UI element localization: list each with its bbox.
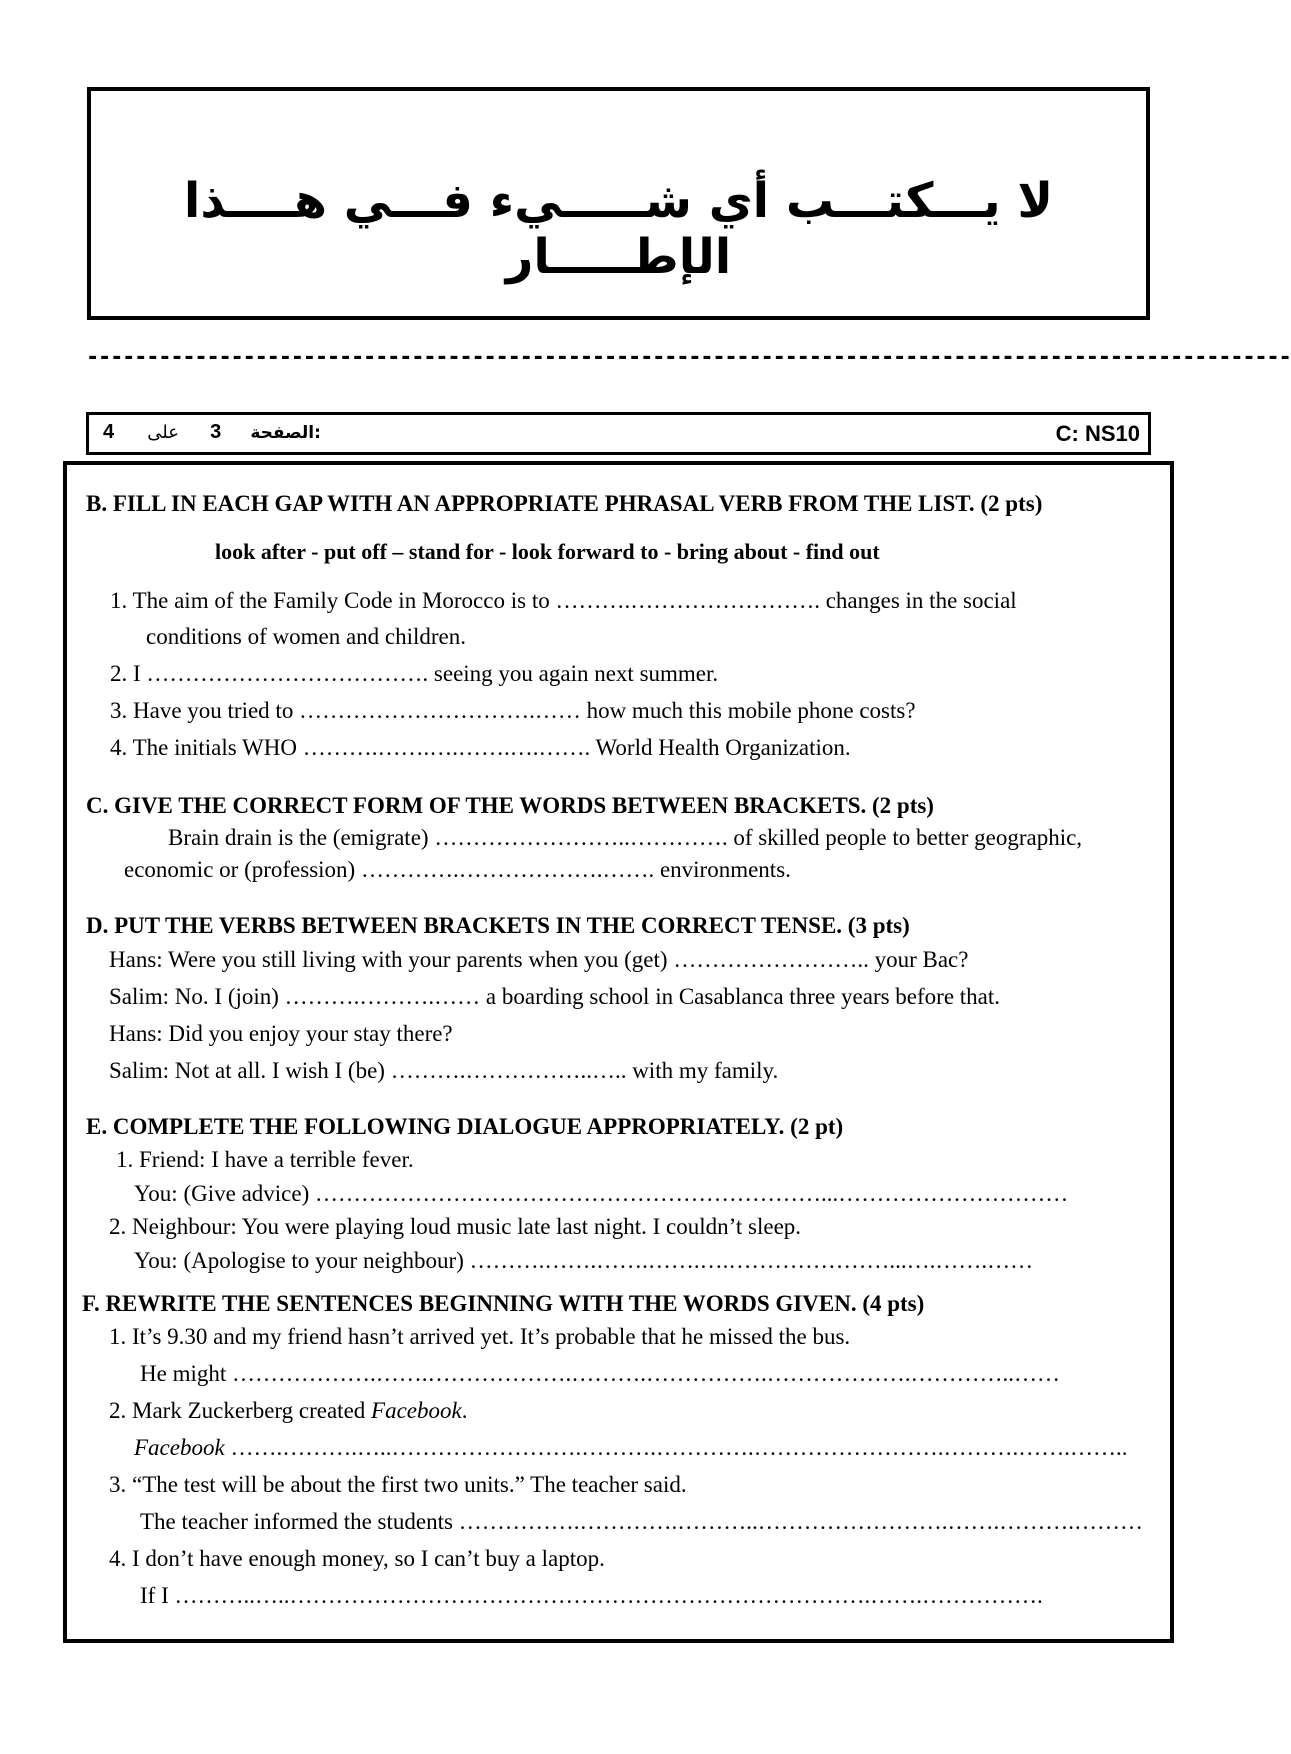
section-f-item-3-answer-line — [140, 1508, 1143, 1536]
section-b-item-1-cont: conditions of women and children. — [146, 624, 467, 649]
of-label: على — [147, 422, 179, 443]
prompt-italic: Facebook — [371, 1398, 462, 1423]
section-e-title: E. COMPLETE THE FOLLOWING DIALOGUE APPROPRIATELY. (2 pt) — [86, 1114, 844, 1139]
exam-code: C: NS10 — [1055, 421, 1140, 446]
total-pages: 4 — [103, 421, 115, 443]
answer-dots: …….……….…..…………………….……….………….…………………….……….…….…….. — [230, 1435, 1128, 1460]
section-d-line-2: Salim: No. I (join) ……….……….…… a boarding school in Casablanca three years before that. — [109, 984, 1001, 1009]
section-e-line-2: You: (Give advice) …………………………………………………………...………………………… — [134, 1181, 1069, 1206]
answer-start: The teacher informed the students — [140, 1509, 453, 1534]
answer-start: He might — [140, 1361, 227, 1386]
section-d-line-4: Salim: Not at all. I wish I (be) ……….……………..….. with my family. — [109, 1058, 779, 1083]
prompt-end: . — [461, 1398, 468, 1423]
section-d-line-1: Hans: Were you still living with your parents when you (get) …………………….. your Bac? — [109, 947, 969, 972]
section-d-line-3: Hans: Did you enjoy your stay there? — [109, 1021, 453, 1046]
section-b-item-2: 2. I ………………………………. seeing you again next summer. — [110, 661, 719, 686]
section-b-title: B. FILL IN EACH GAP WITH AN APPROPRIATE PHRASAL VERB FROM THE LIST. (2 pts) — [86, 491, 1043, 516]
answer-dots: …………….………….………..…………………….…….……….……… — [458, 1509, 1143, 1534]
section-f-item-1-answer-line — [140, 1360, 1060, 1388]
section-b-item-1: 1. The aim of the Family Code in Morocco is to ……….……………………. changes in the social — [110, 588, 1017, 613]
arabic-notice: لا يـــكتـــب أي شـــــيء فـــي هــــذا الإطـــــار — [183, 173, 1054, 285]
page-label: الصفحة: — [250, 423, 321, 443]
no-write-box — [87, 87, 1150, 320]
section-c-line-1: Brain drain is the (emigrate) ……………………..…………. of skilled people to better geographic, — [168, 825, 1083, 850]
section-e-line-4: You: (Apologise to your neighbour) ……….…….…….…….….…………………...….…….…… — [134, 1248, 1034, 1273]
section-c-line-2: economic or (profession) ………….……………….……. environments. — [124, 857, 791, 882]
page-indicator — [103, 421, 321, 444]
answer-start: If I — [140, 1583, 169, 1608]
cut-separator: ---------------------------------------------------------------------------------------------------- — [86, 345, 1291, 370]
answer-dots: ………..…..………………………………………………………………….…….……………. — [174, 1583, 1043, 1608]
section-c-title: C. GIVE THE CORRECT FORM OF THE WORDS BETWEEN BRACKETS. (2 pts) — [86, 793, 934, 818]
section-f-item-2-answer-line — [134, 1434, 1127, 1462]
answer-start: Facebook — [134, 1435, 225, 1460]
prompt-text: 2. Mark Zuckerberg created — [109, 1398, 372, 1423]
page-header-bar — [86, 412, 1151, 455]
section-f-item-1-prompt: 1. It’s 9.30 and my friend hasn’t arrived yet. It’s probable that he missed the bus. — [109, 1324, 851, 1349]
section-f-item-4-prompt: 4. I don’t have enough money, so I can’t buy a laptop. — [109, 1546, 605, 1571]
section-b-word-list: look after - put off – stand for - look forward to - bring about - find out — [215, 539, 880, 564]
section-e-line-3: 2. Neighbour: You were playing loud music late last night. I couldn’t sleep. — [109, 1214, 802, 1239]
section-f-title: F. REWRITE THE SENTENCES BEGINNING WITH THE WORDS GIVEN. (4 pts) — [82, 1291, 925, 1316]
section-d-title: D. PUT THE VERBS BETWEEN BRACKETS IN THE CORRECT TENSE. (3 pts) — [86, 913, 910, 938]
answer-dots: ……………….…….……………….……….…………….……………….…………..…… — [232, 1361, 1060, 1386]
section-f-item-4-answer-line — [140, 1582, 1043, 1610]
section-b-item-3: 3. Have you tried to ………………………….…… how much this mobile phone costs? — [110, 698, 916, 723]
section-f-item-3-prompt: 3. “The test will be about the first two units.” The teacher said. — [109, 1472, 687, 1497]
section-b-item-4: 4. The initials WHO ……….…….….…….….……. World Health Organization. — [110, 735, 851, 760]
section-e-line-1: 1. Friend: I have a terrible fever. — [116, 1147, 414, 1172]
page-number: 3 — [210, 421, 222, 443]
section-f-item-2-prompt — [109, 1397, 467, 1425]
